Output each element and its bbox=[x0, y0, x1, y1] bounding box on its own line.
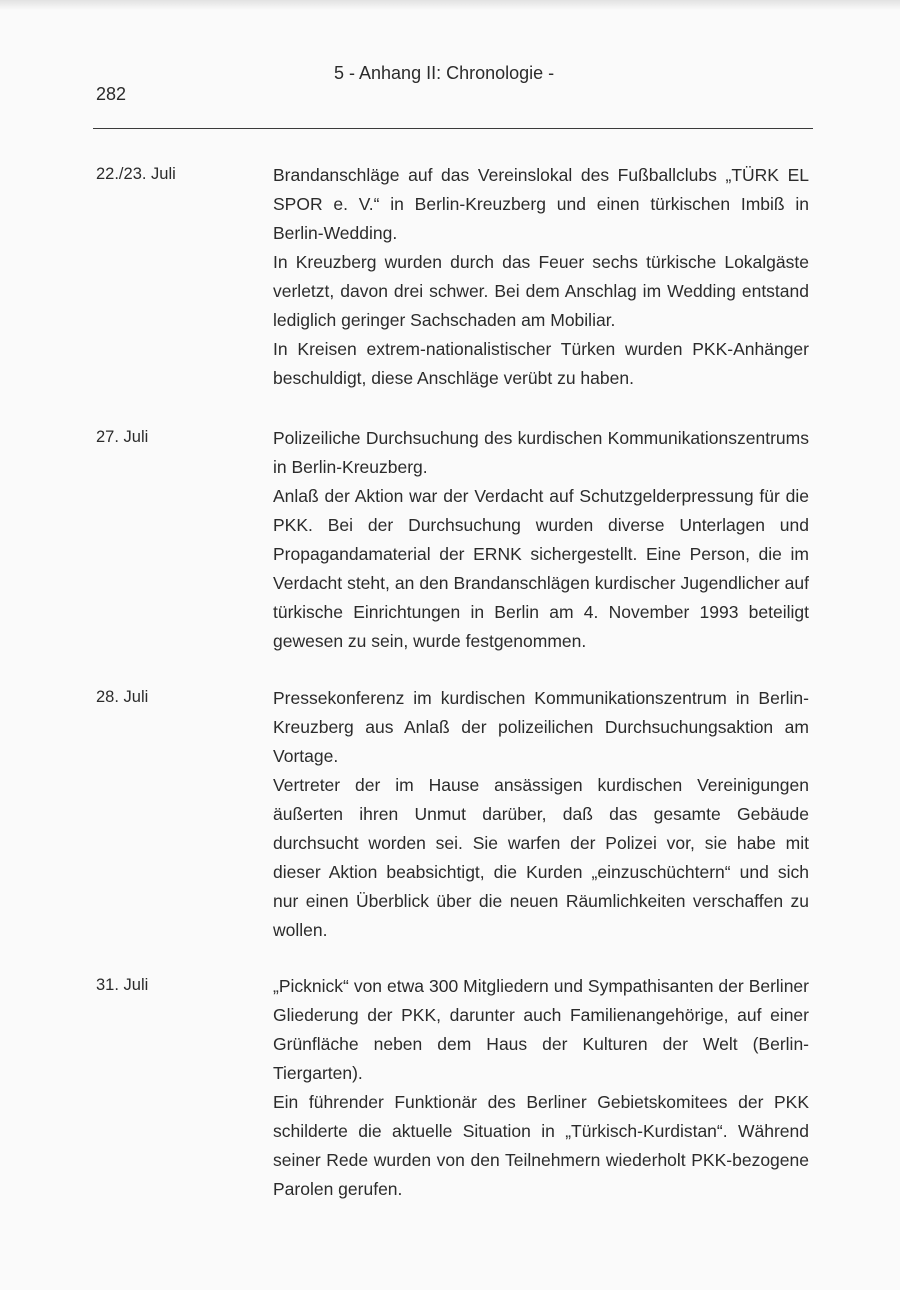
scan-edge bbox=[0, 0, 900, 10]
entry-text bbox=[273, 424, 809, 656]
entry-paragraph: Anlaß der Aktion war der Verdacht auf Schutzgelderpressung für die PKK. Bei der Durchsuchung wurden diverse Unterlagen und Propagandamaterial der ERNK sichergestellt. Eine Person, die im Verdacht steht, an den Brandanschlägen kurdischer Jugendlicher auf türkische Einrichtungen in Berlin am 4. November 1993 beteiligt gewesen zu sein, wurde festgenommen. bbox=[273, 486, 809, 651]
entry-date: 31. Juli bbox=[96, 976, 149, 994]
entry-paragraph: Pressekonferenz im kurdischen Kommunikationszentrum in Berlin-Kreuzberg aus Anlaß der polizeilichen Durchsuchungsaktion am Vortage. bbox=[273, 688, 809, 766]
entry-paragraph: In Kreisen extrem-nationalistischer Türken wurden PKK-Anhänger beschuldigt, diese Anschläge verübt zu haben. bbox=[273, 339, 809, 388]
entry-paragraph: „Picknick“ von etwa 300 Mitgliedern und Sympathisanten der Berliner Gliederung der PKK, darunter auch Familienangehörige, auf einer Grünfläche neben dem Haus der Kulturen der Welt (Berlin-Tiergarten). bbox=[273, 976, 809, 1083]
entry-date: 22./23. Juli bbox=[96, 165, 176, 183]
entry-paragraph: In Kreuzberg wurden durch das Feuer sechs türkische Lokalgäste verletzt, davon drei schwer. Bei dem Anschlag im Wedding entstand lediglich geringer Sachschaden am Mobiliar. bbox=[273, 252, 809, 330]
entry-text bbox=[273, 972, 809, 1204]
entry-paragraph: Brandanschläge auf das Vereinslokal des Fußballclubs „TÜRK EL SPOR e. V.“ in Berlin-Kreuzberg und einen türkischen Imbiß in Berlin-Wedding. bbox=[273, 165, 809, 243]
page-number: 282 bbox=[96, 84, 127, 104]
header-rule bbox=[93, 128, 813, 129]
entry-date: 28. Juli bbox=[96, 688, 149, 706]
entry-text bbox=[273, 684, 809, 945]
entry-text bbox=[273, 161, 809, 393]
entry-paragraph: Ein führender Funktionär des Berliner Gebietskomitees der PKK schilderte die aktuelle Situation in „Türkisch-Kurdistan“. Während seiner Rede wurden von den Teilnehmern wiederholt PKK-bezogene Parolen gerufen. bbox=[273, 1092, 809, 1199]
running-head: 5 - Anhang II: Chronologie - bbox=[334, 63, 555, 83]
entry-paragraph: Vertreter der im Hause ansässigen kurdischen Vereinigungen äußerten ihren Unmut darüber, daß das gesamte Gebäude durchsucht worden sei. Sie warfen der Polizei vor, sie habe mit dieser Aktion beabsichtigt, die Kurden „einzuschüchtern“ und sich nur einen Überblick über die neuen Räumlichkeiten verschaffen zu wollen. bbox=[273, 775, 809, 940]
entry-paragraph: Polizeiliche Durchsuchung des kurdischen Kommunikationszentrums in Berlin-Kreuzberg. bbox=[273, 428, 809, 477]
entry-date: 27. Juli bbox=[96, 428, 149, 446]
